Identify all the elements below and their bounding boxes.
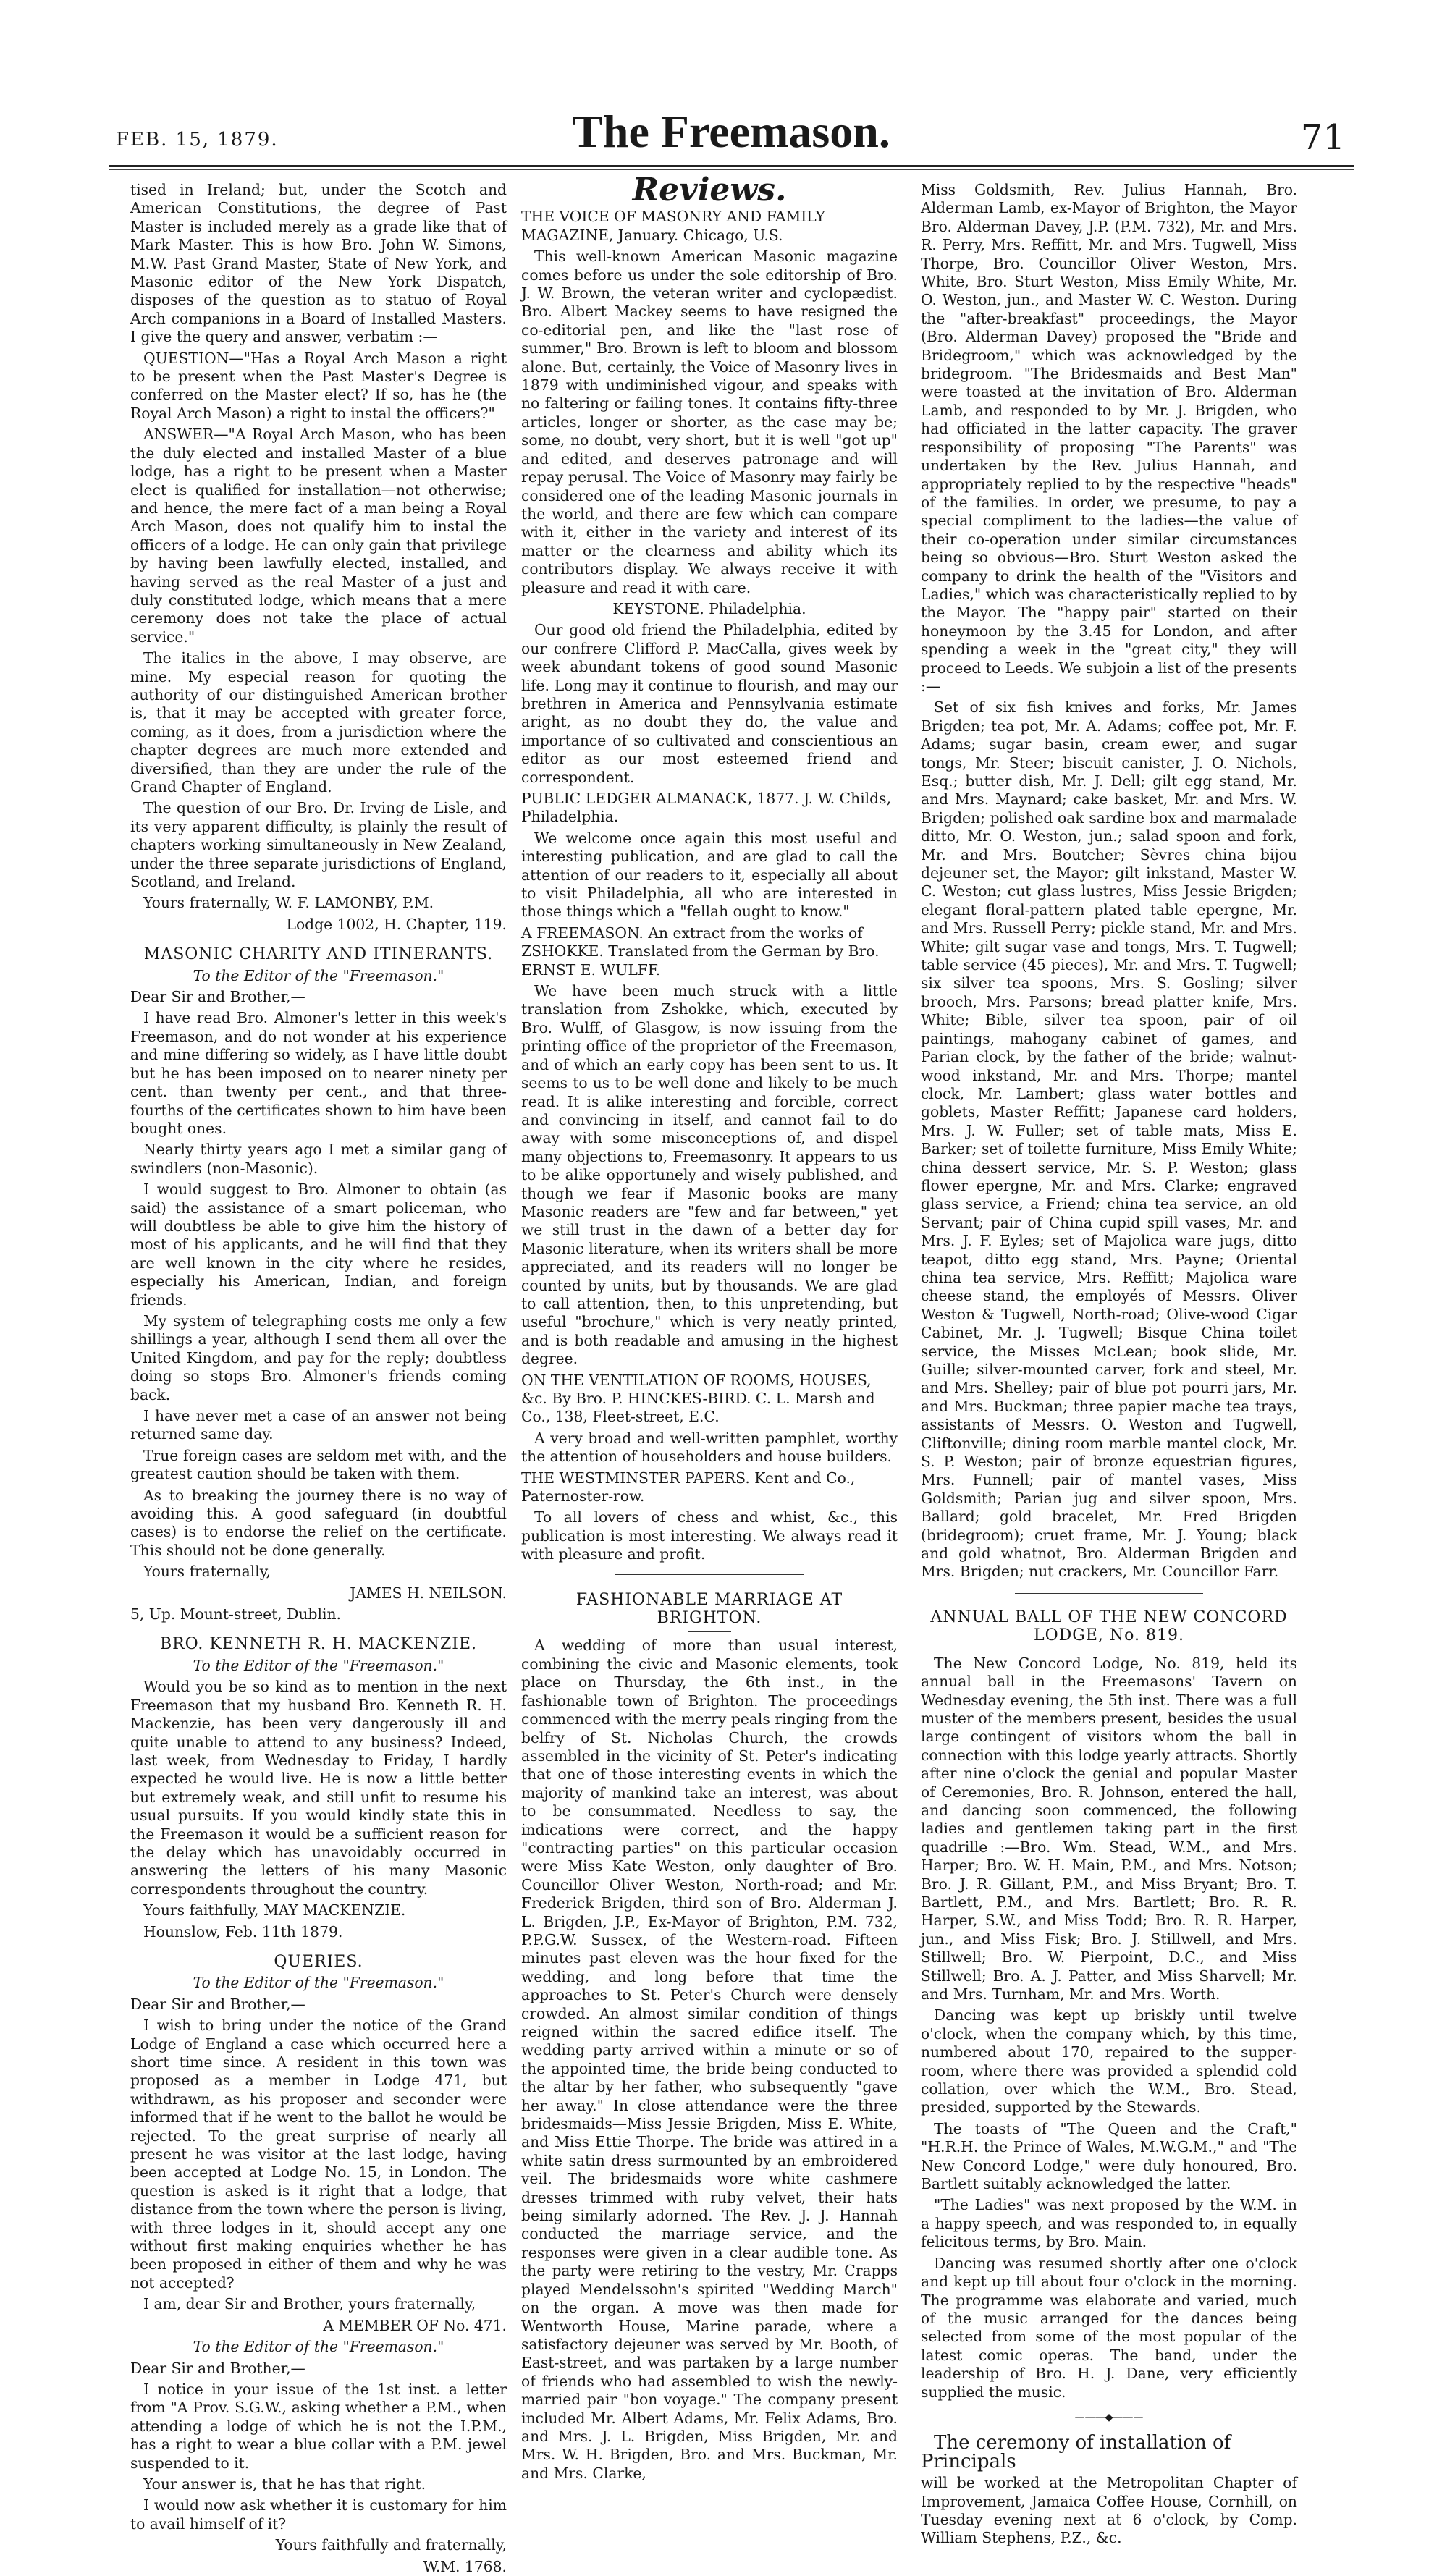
signature: Yours faithfully and fraternally,	[275, 2536, 507, 2554]
column-3	[921, 181, 1297, 2547]
paragraph: I wish to bring under the notice of the Grand Lodge of England a case which occurred here a short time since. A resident in this town was proposed as a member in Lodge 471, but withdrawn, as his proposer and seconder were informed that if he went to the ballot he would be rejected. To the great surprise of nearly all present he was visitor at the last lodge, having been accepted at Lodge No. 15, in London. The question is asked is it right that a lodge, that distance from the town where the person is living, with three lodges in it, should accept any one without first making enquiries whether he has been proposed in either of them and why he was not accepted?	[130, 2017, 507, 2292]
salutation: Dear Sir and Brother,—	[130, 2359, 305, 2377]
paragraph: I have never met a case of an answer not being returned same day.	[130, 1407, 507, 1443]
article-heading: BRO. KENNETH R. H. MACKENZIE.	[159, 1635, 478, 1654]
paragraph: Our good old friend the Philadelphia, edited by our confrere Clifford P. MacCalla, gives week by week abundant tokens of good sound Masonic life. Long may it continue to flourish, and may our brethren in America and Pennsylvania estimate aright, as no doubt they do, the value and importance of so cultivated and conscientious an editor as our most esteemed friend and correspondent.	[521, 621, 898, 786]
review-heading: THE VOICE OF MASONRY AND FAMILY MAGAZINE, January. Chicago, U.S.	[521, 208, 825, 244]
article-subheading: To the Editor of the "Freemason."	[193, 2338, 444, 2356]
signature: Yours faithfully, MAY MACKENZIE.	[143, 1901, 406, 1920]
paragraph: A wedding of more than usual interest, combining the civic and Masonic elements, took place on Thursday, the 6th inst., in the fashionable town of Brighton. The proceedings commenced with the merry peals ringing from the belfry of St. Nicholas Church, the crowds assembled in the vicinity of St. Peter's indicating that one of those interesting events in which the majority of mankind take an interest, was about to be consummated. Needless to say, the indications were correct, and the happy "contracting parties" on this particular occasion were Miss Kate Weston, only daughter of Bro. Councillor Oliver Weston, North-road; and Mr. Frederick Brigden, third son of Bro. Alderman J. L. Brigden, J.P., Ex-Mayor of Brighton, P.M. 732, P.P.G.W. Sussex, of the Western-road. Fifteen minutes past eleven was the hour fixed for the wedding, and long before that time the approaches to St. Peter's Church were densely crowded. An almost similar condition of things reigned within the sacred edifice itself. The wedding party arrived within a minute or so of the appointed time, the bride being conducted to the altar by her father, who subsequently "gave her away." In close attendance were the three bridesmaids—Miss Jessie Brigden, Miss E. White, and Miss Ettie Thorpe. The bride was attired in a white satin dress surmounted by an embroidered veil. The bridesmaids wore white cashmere dresses trimmed with ruby velvet, their hats being similarly adorned. The Rev. J. J. Hannah conducted the marriage service, and the responses were given in a clear audible tone. As the party were retiring to the vestry, Mr. Crapps played Mendelssohn's spirited "Wedding March" on the organ. A move was then made for Wentworth House, Marine parade, where a satisfactory dejeuner was served by Mr. Booth, of East-street, and was partaken by a large number of friends who had assembled to wish the newly-married pair "bon voyage." The company present included Mr. Albert Adams, Mr. Felix Adams, Bro. and Mrs. J. L. Brigden, Miss Brigden, Mr. and Mrs. W. H. Brigden, Bro. and Mrs. Buckman, Mr. and Mrs. Clarke,	[521, 1637, 898, 2482]
section-divider	[615, 1574, 804, 1579]
paragraph: Miss Goldsmith, Rev. Julius Hannah, Bro. Alderman Lamb, ex-Mayor of Brighton, the Mayor Bro. Alderman Davey, J.P. (P.M. 732), Mr. and Mrs. R. Perry, Mrs. Reffitt, Mr. and Mrs. Tugwell, Miss Thorpe, Bro. Councillor Oliver Weston, Mrs. White, Bro. Sturt Weston, Miss Emily White, Mr. O. Weston, jun., and Master W. C. Weston. During the "after-breakfast" proceedings, the Mayor (Bro. Alderman Davey) proposed the "Bride and Bridegroom," which was acknowledged by the bridegroom. "The Bridesmaids and Best Man" were toasted at the invitation of Bro. Alderman Lamb, and responded to by Mr. J. Brigden, who had officiated in the latter capacity. The graver responsibility of proposing "The Parents" was undertaken by the Rev. Julius Hannah, and appropriately replied to by the respective "heads" of the families. In order, we presume, to pay a special compliment to the ladies—the value of their co-operation under similar circumstances being so obvious—Bro. Sturt Weston asked the company to drink the health of the "Visitors and Ladies," which was characteristically replied to by the Mayor. The "happy pair" started on their honeymoon by the 3.45 for London, and after spending a week in the "great city," they will proceed to Leeds. We subjoin a list of the presents :—	[921, 181, 1297, 695]
article-heading: ANNUAL BALL OF THE NEW CONCORD LODGE, No. 819.	[930, 1608, 1288, 1645]
signature: A MEMBER OF No. 471.	[323, 2316, 507, 2334]
column-2	[521, 172, 898, 2482]
paragraph: I would now ask whether it is customary for him to avail himself of it?	[130, 2496, 507, 2533]
paragraph: I am, dear Sir and Brother, yours fraternally,	[143, 2295, 476, 2313]
signature: JAMES H. NEILSON.	[350, 1584, 507, 1602]
page-number: 71	[1300, 117, 1345, 158]
salutation: Dear Sir and Brother,—	[130, 1995, 305, 2013]
review-heading: KEYSTONE. Philadelphia.	[612, 599, 806, 617]
article-heading: FASHIONABLE MARRIAGE AT BRIGHTON.	[575, 1590, 843, 1628]
paragraph: True foreign cases are seldom met with, and the greatest caution should be taken with them.	[130, 1446, 507, 1483]
paragraph: As to breaking the journey there is no way of avoiding this. A good safeguard (in doubtful cases) is to endorse the relief on the certificate. This should not be done generally.	[130, 1486, 507, 1559]
review-heading: A FREEMASON. An extract from the works of ZSHOKKE. Translated from the German by Bro. ERNST E. WULFF.	[521, 924, 880, 979]
signature: Yours fraternally,	[143, 1563, 271, 1581]
article-subheading: To the Editor of the "Freemason."	[193, 1974, 444, 1992]
paragraph: I have read Bro. Almoner's letter in this week's Freemason, and do not wonder at his experience and mine differing so widely, as I have little doubt but he has been imposed on to nearer ninety per cent. than twenty per cent., and that three-fourths of the certificates shown to him have been bought ones.	[130, 1009, 507, 1137]
paragraph: This well-known American Masonic magazine comes before us under the sole editorship of Bro. J. W. Brown, the veteran writer and cyclopædist. Bro. Albert Mackey seems to have resigned the co-editorial pen, and like the "last rose of summer," Bro. Brown is left to bloom and blossom alone. But, certainly, the Voice of Masonry lives in 1879 with undiminished vigour, and speaks with no faltering or failing tones. It contains fifty-three articles, longer or shorter, as the case may be; some, no doubt, very short, but it is well "got up" and edited, and deserves patronage and will repay perusal. The Voice of Masonry may fairly be considered one of the leading Masonic journals in the world, and there are few which can compare with it, either in the variety and interest of its matter or the clearness and ability which its contributors display. We always receive it with pleasure and read it with care.	[521, 248, 898, 596]
review-heading: THE WESTMINSTER PAPERS. Kent and Co., Paternoster-row.	[521, 1469, 856, 1506]
section-divider	[1015, 1592, 1203, 1597]
paragraph: Dancing was kept up briskly until twelve o'clock, when the company which, by this time, numbered about 170, repaired to the supper-room, where there was provided a splendid cold collation, over which the W.M., Bro. Stead, presided, supported by the Stewards.	[921, 2006, 1297, 2116]
notice-lead: The ceremony of installation of Principals	[921, 2432, 1231, 2472]
paragraph: My system of telegraphing costs me only a few shillings a year, although I send them all over the United Kingdom, and pay for the reply; doubtless doing so stops Bro. Almoner's friends coming back.	[130, 1312, 507, 1403]
section-title-reviews: Reviews.	[632, 172, 787, 208]
masthead-rule	[109, 165, 1354, 167]
article-heading: QUERIES.	[274, 1952, 363, 1971]
paragraph: We have been much struck with a little translation from Zshokke, which, executed by Bro. Wulff, of Glasgow, is now issuing from the printing office of the proprietor of the Freemason, and of which an early copy has been sent to us. It seems to us to be well done and likely to be much read. It is alike interesting and forcible, correct and convincing in itself, and cannot fail to do away with some misconceptions of, and dispel many objections to, Freemasonry. It appears to us to be alike opportunely and wisely published, and though we fear if Masonic books are many Masonic readers are "few and far between," yet we still trust in the dawn of a better day for Masonic literature, when its writers shall be more appreciated, and its readers will no longer be counted by units, but by thousands. We are glad to call attention, then, to this unpretending, but useful "brochure," which is very neatly printed, and is both readable and amusing in the highest degree.	[521, 982, 898, 1368]
paragraph: "The Ladies" was next proposed by the W.M. in a happy speech, and was responded to, in equally felicitous terms, by Bro. Main.	[921, 2196, 1297, 2251]
signature: Hounslow, Feb. 11th 1879.	[143, 1922, 343, 1941]
masthead-rule-thin	[109, 169, 1354, 170]
signature: Lodge 1002, H. Chapter, 119.	[286, 915, 507, 933]
newspaper-title: The Freemason.	[572, 106, 890, 157]
paragraph: QUESTION—"Has a Royal Arch Mason a right to be present when the Past Master's Degree is conferred on the Master elect? If so, has he (the Royal Arch Mason) a right to instal the officers?"	[130, 349, 507, 422]
paragraph: tised in Ireland; but, under the Scotch and American Constitutions, the degree of Past Master is included merely as a grade like that of Mark Master. This is how Bro. John W. Simons, M.W. Past Grand Master, State of New York, and Masonic editor of the New York Dispatch, disposes of the question as to statuo of Royal Arch companions in a Board of Installed Masters. I give the query and answer, verbatim :—	[130, 181, 507, 346]
paragraph: Nearly thirty years ago I met a similar gang of swindlers (non-Masonic).	[130, 1141, 507, 1177]
review-heading: PUBLIC LEDGER ALMANACK, 1877. J. W. Childs, Philadelphia.	[521, 790, 892, 826]
ornament-divider: ———◆———	[1074, 2411, 1144, 2423]
signature: Yours fraternally, W. F. LAMONBY, P.M.	[143, 894, 434, 912]
paragraph: ANSWER—"A Royal Arch Mason, who has been the duly elected and installed Master of a blue lodge, has a right to be present when a Master elect is qualified for installation—not otherwise; and hence, the mere fact of a man being a Royal Arch Mason, does not qualify him to instal the officers of a lodge. He can only gain that privilege by having been lawfully elected, installed, and having served as the real Master of a just and duly constituted lodge, which means that a mere ceremony does not take the place of actual service."	[130, 426, 507, 646]
paragraph: will be worked at the Metropolitan Chapter of Improvement, Jamaica Coffee House, Cornhill, on Tuesday evening next at 6 o'clock, by Comp. William Stephens, P.Z., &c.	[921, 2474, 1297, 2547]
paragraph: Your answer is, that he has that right.	[143, 2475, 426, 2493]
paragraph: The italics in the above, I may observe, are mine. My especial reason for quoting the authority of our distinguished American brother is, that it may be accepted with greater force, coming, as it does, from a jurisdiction where the chapter degrees are much more extended and diversified, than they are under the rule of the Grand Chapter of England.	[130, 649, 507, 795]
paragraph: Set of six fish knives and forks, Mr. James Brigden; tea pot, Mr. A. Adams; coffee pot, Mr. F. Adams; sugar basin, cream ewer, and sugar tongs, Mr. Steer; biscuit canister, J. O. Nichols, Esq.; butter dish, Mr. J. Dell; gilt egg stand, Mr. and Mrs. Maynard; cake basket, Mr. and Mrs. W. Brigden; polished oak sardine box and marmalade ditto, Mr. O. Weston, jun.; salad spoon and fork, Mr. and Mrs. Boutcher; Sèvres china bijou dejeuner set, the Mayor; gilt inkstand, Master W. C. Weston; cut glass lustres, Miss Jessie Brigden; elegant floral-pattern plated table epergne, Mr. and Mrs. Russell Perry; pickle stand, Mr. and Mrs. White; gilt sugar vase and tongs, Mrs. T. Tugwell; table service (45 pieces), Mr. and Mrs. T. Tugwell; six silver tea spoons, Mrs. S. Gosling; silver brooch, Mrs. Parsons; bread platter knife, Mrs. White; Bible, silver tea spoon, pair of oil paintings, mahogany cabinet of games, and Parian clock, by the father of the bride; walnut-wood inkstand, Mr. and Mrs. Thorpe; mantel clock, Mr. Lambert; glass water bottles and goblets, Master Reffitt; Japanese card holders, Mrs. J. W. Fuller; set of table mats, Miss E. Barker; set of toilette furniture, Miss Emily White; china dessert service, Mr. S. P. Weston; glass flower epergne, Mr. and Mrs. Clarke; engraved glass service, a Friend; china tea service, an old Servant; pair of China cupid spill vases, Mr. and Mrs. J. F. Eyles; set of Majolica ware jugs, ditto teapot, ditto egg stand, Mrs. Payne; Oriental china tea service, Mrs. Reffitt; Majolica ware cheese stand, the employés of Messrs. Oliver Weston & Tugwell, North-road; Olive-wood Cigar Cabinet, Mr. J. Tugwell; Bisque China toilet service, the Misses McLean; book slide, Mr. Guille; silver-mounted carver, fork and steel, Mr. and Mrs. Shelley; pair of blue pot pourri jars, Mr. and Mrs. Buckman; three papier mache tea trays, assistants of Messrs. O. Weston and Tugwell, Cliftonville; dining room marble mantel clock, Mr. S. P. Weston; pair of bronze equestrian figures, Mrs. Funnell; pair of mantel vases, Miss Goldsmith; Parian jug and silver spoon, Mrs. Ballard; gold bracelet, Mr. Fred Brigden (bridegroom); cruet frame, Mr. J. Young; black and gold whatnot, Bro. Alderman Brigden and Mrs. Brigden; nut crackers, Mr. Councillor Farr.	[921, 698, 1297, 1581]
paragraph: Dancing was resumed shortly after one o'clock and kept up till about four o'clock in the morning. The programme was elaborate and varied, much of the music arranged for the dances being selected from some of the most popular of the latest comic operas. The band, under the leadership of Bro. H. J. Dane, very efficiently supplied the music.	[921, 2254, 1297, 2401]
column-1	[130, 181, 507, 2575]
heading-rule	[688, 1631, 731, 1632]
salutation: Dear Sir and Brother,—	[130, 988, 305, 1006]
paragraph: We welcome once again this most useful and interesting publication, and are glad to call the attention of our readers to it, especially all about to visit Philadelphia, all who are interested in those things which a "fellah ought to know."	[521, 829, 898, 921]
article-subheading: To the Editor of the "Freemason."	[193, 1656, 444, 1674]
paragraph: The toasts of "The Queen and the Craft," "H.R.H. the Prince of Wales, M.W.G.M.," and "The New Concord Lodge," were duly honoured, Bro. Bartlett suitably acknowledged the latter.	[921, 2119, 1297, 2193]
article-heading: MASONIC CHARITY AND ITINERANTS.	[143, 945, 494, 964]
paragraph: I would suggest to Bro. Almoner to obtain (as said) the assistance of a smart policeman, who will doubtless be able to give him the history of most of his applicants, and he will find that they are well known in the city where he resides, especially his American, Indian, and foreign friends.	[130, 1181, 507, 1309]
article-subheading: To the Editor of the "Freemason."	[193, 966, 444, 984]
paragraph: Would you be so kind as to mention in the next Freemason that my husband Bro. Kenneth R. H. Mackenzie, has been very dangerously ill and quite unable to attend to any business? Indeed, last week, from Wednesday to Friday, I hardly expected he would live. He is now a little better but extremely weak, and still unfit to resume his usual pursuits. If you would kindly state this in the Freemason it would be a sufficient reason for the delay which has unavoidably occurred in answering the letters of his many Masonic correspondents throughout the country.	[130, 1678, 507, 1898]
review-heading: ON THE VENTILATION OF ROOMS, HOUSES, &c. By Bro. P. HINCKES-BIRD. C. L. Marsh and Co., 138, Fleet-street, E.C.	[521, 1371, 875, 1426]
paragraph: The question of our Bro. Dr. Irving de Lisle, and its very apparent difficulty, is plainly the result of chapters working simultaneously in New Zealand, under the three separate jurisdictions of England, Scotland, and Ireland.	[130, 799, 507, 891]
masthead	[109, 101, 1354, 159]
paragraph: I notice in your issue of the 1st inst. a letter from "A Prov. S.G.W., asking whether a P.M., when attending a lodge of which he is not the I.P.M., has a right to wear a blue collar with a P.M. jewel suspended to it.	[130, 2380, 507, 2472]
address: 5, Up. Mount-street, Dublin.	[130, 1605, 341, 1623]
paragraph: The New Concord Lodge, No. 819, held its annual ball in the Freemasons' Tavern on Wednesday evening, the 5th inst. There was a full muster of the members present, besides the usual large contingent of visitors whom the ball in connection with this lodge yearly attracts. Shortly after nine o'clock the genial and popular Master of Ceremonies, Bro. R. Johnson, entered the hall, and dancing soon commenced, the following ladies and gentlemen taking part in the first quadrille :—Bro. Wm. Stead, W.M., and Mrs. Harper; Bro. W. H. Main, P.M., and Mrs. Notson; Bro. J. R. Gillant, P.M., and Miss Bryant; Bro. T. Bartlett, P.M., and Mrs. Bartlett; Bro. R. R. Harper, S.W., and Miss Todd; Bro. R. R. Harper, jun., and Miss Fisk; Bro. J. Stillwell, and Mrs. Stillwell; Bro. W. Pierpoint, D.C., and Miss Stillwell; Bro. A. J. Patter, and Miss Sharvell; Mr. and Mrs. Turnham, Mr. and Mrs. Worth.	[921, 1654, 1297, 2003]
signature: W.M. 1768.	[423, 2557, 507, 2575]
issue-date: FEB. 15, 1879.	[116, 129, 279, 151]
paragraph: A very broad and well-written pamphlet, worthy the attention of householders and house builders.	[521, 1429, 898, 1466]
paragraph: To all lovers of chess and whist, &c., this publication is most interesting. We always read it with pleasure and profit.	[521, 1508, 898, 1563]
